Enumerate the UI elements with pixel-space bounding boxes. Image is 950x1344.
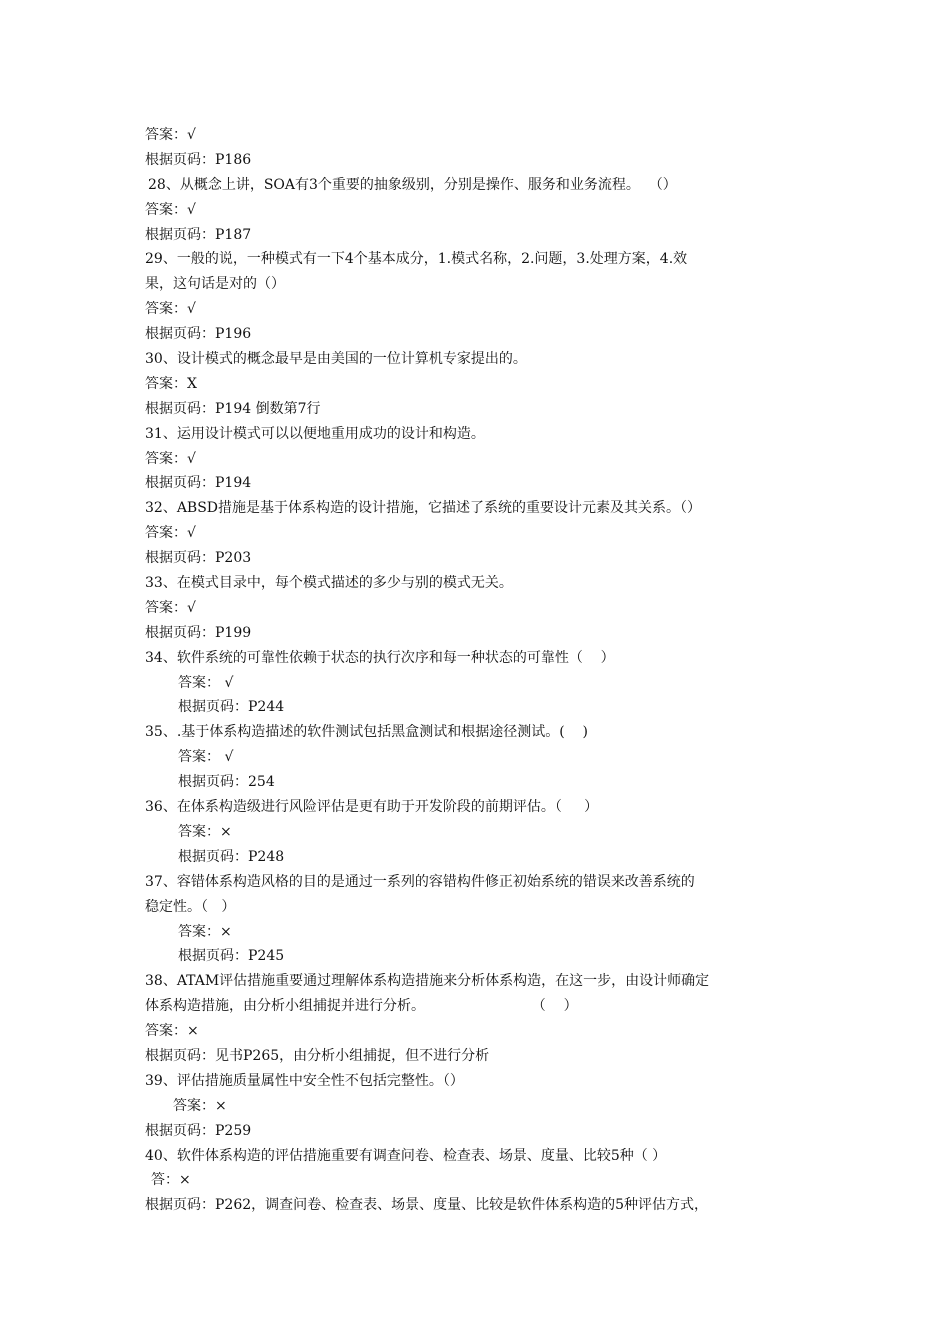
- text-line: 根据页码：P244: [178, 699, 285, 716]
- text-line: 答案：√: [145, 599, 196, 616]
- text-line: 体系构造措施，由分析小组捕捉并进行分析。 （ ）: [145, 998, 578, 1015]
- text-line: 答案：×: [178, 923, 232, 940]
- text-line: 40、软件体系构造的评估措施重要有调查问卷、检查表、场景、度量、比较5种（ ）: [145, 1147, 667, 1164]
- text-line: 答案：√: [145, 127, 196, 143]
- text-line: 稳定性。（ ）: [145, 898, 236, 915]
- text-line: 答案： √: [178, 674, 234, 691]
- text-line: 答案：×: [178, 823, 232, 840]
- text-line: 答案： √: [178, 749, 234, 766]
- text-line: 根据页码：P199: [145, 624, 252, 641]
- text-line: 根据页码：P196: [145, 326, 252, 343]
- text-line: 根据页码：P186: [145, 151, 252, 168]
- text-line: 36、在体系构造级进行风险评估是更有助于开发阶段的前期评估。（ ）: [145, 799, 599, 816]
- text-line: 33、在模式目录中，每个模式描述的多少与别的模式无关。: [145, 575, 513, 592]
- text-line: 根据页码：P187: [145, 226, 252, 243]
- text-line: 果，这句话是对的（）: [145, 276, 285, 293]
- text-line: 30、设计模式的概念最早是由美国的一位计算机专家提出的。: [145, 351, 527, 368]
- text-line: 37、容错体系构造风格的目的是通过一系列的容错构件修正初始系统的错误来改善系统的: [145, 873, 695, 890]
- text-line: 29、一般的说，一种模式有一下4个基本成分，1.模式名称，2.问题，3.处理方案，4.效: [145, 251, 688, 268]
- document-body: [145, 123, 825, 1218]
- text-line: 答案：√: [145, 525, 196, 542]
- text-line: 根据页码：P203: [145, 550, 252, 567]
- text-line: 答案：×: [173, 1097, 227, 1114]
- text-line: 答案：√: [145, 450, 196, 467]
- text-line: 32、ABSD措施是基于体系构造的设计措施，它描述了系统的重要设计元素及其关系。（）: [145, 500, 702, 517]
- text-line: 34、软件系统的可靠性依赖于状态的执行次序和每一种状态的可靠性（ ）: [145, 649, 615, 666]
- text-line: 28、从概念上讲，SOA有3个重要的抽象级别，分别是操作、服务和业务流程。 （）: [148, 176, 677, 193]
- text-line: 答：×: [151, 1172, 191, 1189]
- text-line: 根据页码：254: [178, 774, 275, 791]
- text-line: 答案：√: [145, 201, 196, 218]
- text-line: 35、.基于体系构造描述的软件测试包括黑盒测试和根据途径测试。( ): [145, 724, 588, 741]
- text-line: 根据页码：P248: [178, 848, 285, 865]
- text-line: 根据页码：P245: [178, 948, 285, 965]
- text-line: 根据页码：P262，调查问卷、检查表、场景、度量、比较是软件体系构造的5种评估方式，: [145, 1197, 709, 1214]
- text-line: 答案：×: [145, 1023, 199, 1040]
- text-line: 38、ATAM评估措施重要通过理解体系构造措施来分析体系构造，在这一步，由设计师确定: [145, 973, 710, 990]
- text-line: 根据页码：见书P265，由分析小组捕捉，但不进行分析: [145, 1047, 490, 1064]
- text-line: 根据页码：P259: [145, 1122, 252, 1139]
- text-line: 根据页码：P194 倒数第7行: [145, 400, 321, 417]
- text-line: 根据页码：P194: [145, 475, 252, 492]
- text-line: 31、运用设计模式可以以便地重用成功的设计和构造。: [145, 425, 485, 442]
- text-line: 39、评估措施质量属性中安全性不包括完整性。（）: [145, 1072, 464, 1089]
- text-line: 答案：√: [145, 301, 196, 318]
- text-line: 答案：X: [145, 375, 197, 392]
